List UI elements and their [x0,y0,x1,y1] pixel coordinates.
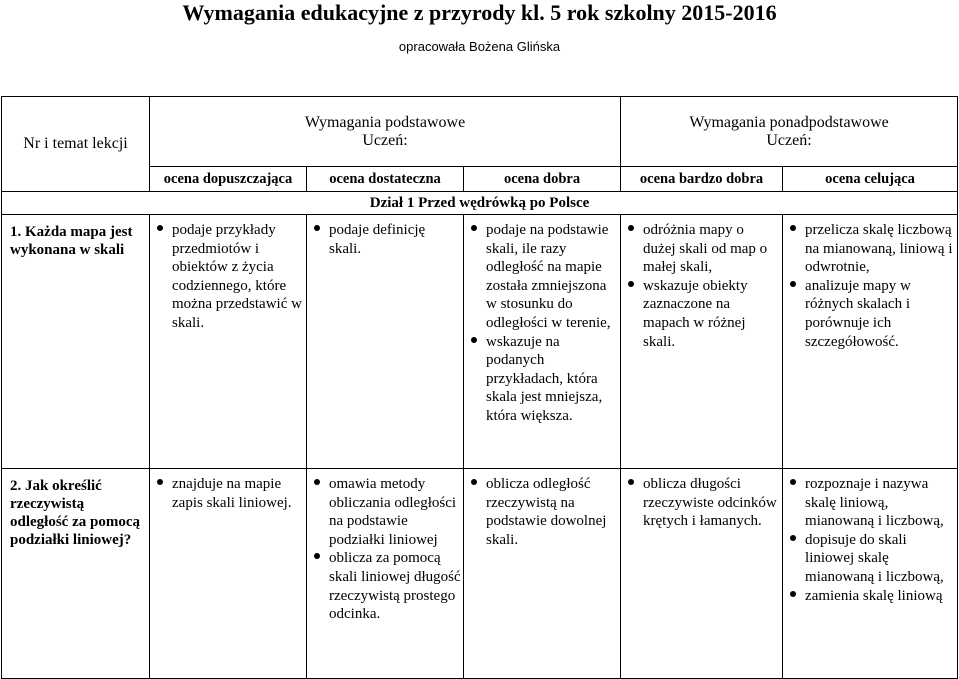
basic-requirements-title: Wymagania podstawowe [304,113,466,131]
requirement-cell [307,469,464,679]
grade-header: ocena dopuszczająca [150,167,307,192]
requirement-text: wskazuje na podanych przykładach, która skala jest mniejsza, która większa. [486,333,603,424]
advanced-requirements-header [621,97,958,167]
requirement-text: oblicza za pomocą skali liniowej długość rzeczywistą prostego odcinka. [329,550,461,623]
grade-header: ocena dostateczna [307,167,464,192]
requirement-list [150,475,304,512]
section-heading: Dział 1 Przed wędrówką po Polsce [2,192,958,215]
advanced-requirements-title: Wymagania ponadpodstawowe [689,113,889,131]
grade-header: ocena celująca [783,167,958,192]
requirement-list [464,221,618,426]
list-item [464,333,618,426]
requirement-text: znajduje na mapie zapis skali liniowej. [172,476,292,511]
grade-header: ocena bardzo dobra [621,167,783,192]
requirement-text: oblicza odległość rzeczywistą na podstawie dowolnej skali. [486,476,607,548]
requirement-list [464,475,618,549]
list-item [150,475,304,512]
requirement-cell [464,469,621,679]
requirement-text: omawia metody obliczania odległości na podstawie podziałki liniowej [329,476,457,548]
list-item [621,221,780,277]
requirement-text: podaje przykłady przedmiotów i obiektów z życia codziennego, które można przedstawić w skali. [172,222,302,331]
list-item [783,221,955,277]
requirement-list [783,221,955,351]
list-item [621,277,780,351]
requirement-text: rozpoznaje i nazywa skalę liniową, mianowaną i liczbową, [805,476,944,530]
requirement-cell [150,469,307,679]
requirement-list [150,221,304,333]
list-item [783,531,955,587]
list-item [307,549,461,623]
table-header-row [2,97,958,167]
requirement-cell [621,469,783,679]
requirement-text: zamienia skalę liniową [805,587,943,604]
requirement-text: wskazuje obiekty zaznaczone na mapach w różnej skali. [643,277,748,350]
grade-header: ocena dobra [464,167,621,192]
advanced-requirements-student: Uczeń: [766,131,812,149]
requirement-cell [307,215,464,469]
table-row [2,469,958,679]
lesson-topic: 2. Jak określić rzeczywistą odległość za pomocą podziałki liniowej? [2,469,150,679]
requirement-cell [621,215,783,469]
topic-column-header: Nr i temat lekcji [2,97,150,192]
document-author: opracowała Bożena Glińska [398,39,561,54]
lesson-topic: 1. Każda mapa jest wykonana w skali [2,215,150,469]
requirement-list [307,475,461,624]
requirement-text: podaje definicję skali. [329,222,426,257]
requirement-cell [150,215,307,469]
requirement-text: odróżnia mapy o dużej skali od map o małej skali, [643,222,768,276]
list-item [150,221,304,333]
list-item [783,277,955,351]
requirement-text: podaje na podstawie skali, ile razy odległość na mapie została zmniejszona w stosunku do odległości w terenie, [486,222,611,331]
requirement-list [621,221,780,351]
list-item [783,475,955,531]
list-item [621,475,780,531]
requirement-cell [464,215,621,469]
list-item [307,475,461,549]
requirement-cell [783,215,958,469]
requirement-text: przelicza skalę liczbową na mianowaną, liniową i odwrotnie, [805,222,953,276]
requirement-text: oblicza długości rzeczywiste odcinków krętych i łamanych. [643,476,777,530]
requirements-table [1,96,958,679]
requirement-text: analizuje mapy w różnych skalach i porównuje ich szczegółowość. [805,277,911,350]
list-item [464,475,618,549]
requirement-list [307,221,461,258]
list-item [464,221,618,333]
requirement-text: dopisuje do skali liniowej skalę mianowaną i liczbową, [805,531,944,585]
requirement-list [621,475,780,531]
basic-requirements-student: Uczeń: [362,131,408,149]
requirement-list [783,475,955,605]
document-title: Wymagania edukacyjne z przyrody kl. 5 rok szkolny 2015-2016 [182,0,777,25]
list-item [307,221,461,258]
table-row [2,215,958,469]
list-item [783,587,955,606]
section-row [2,192,958,215]
requirement-cell [783,469,958,679]
basic-requirements-header [150,97,621,167]
